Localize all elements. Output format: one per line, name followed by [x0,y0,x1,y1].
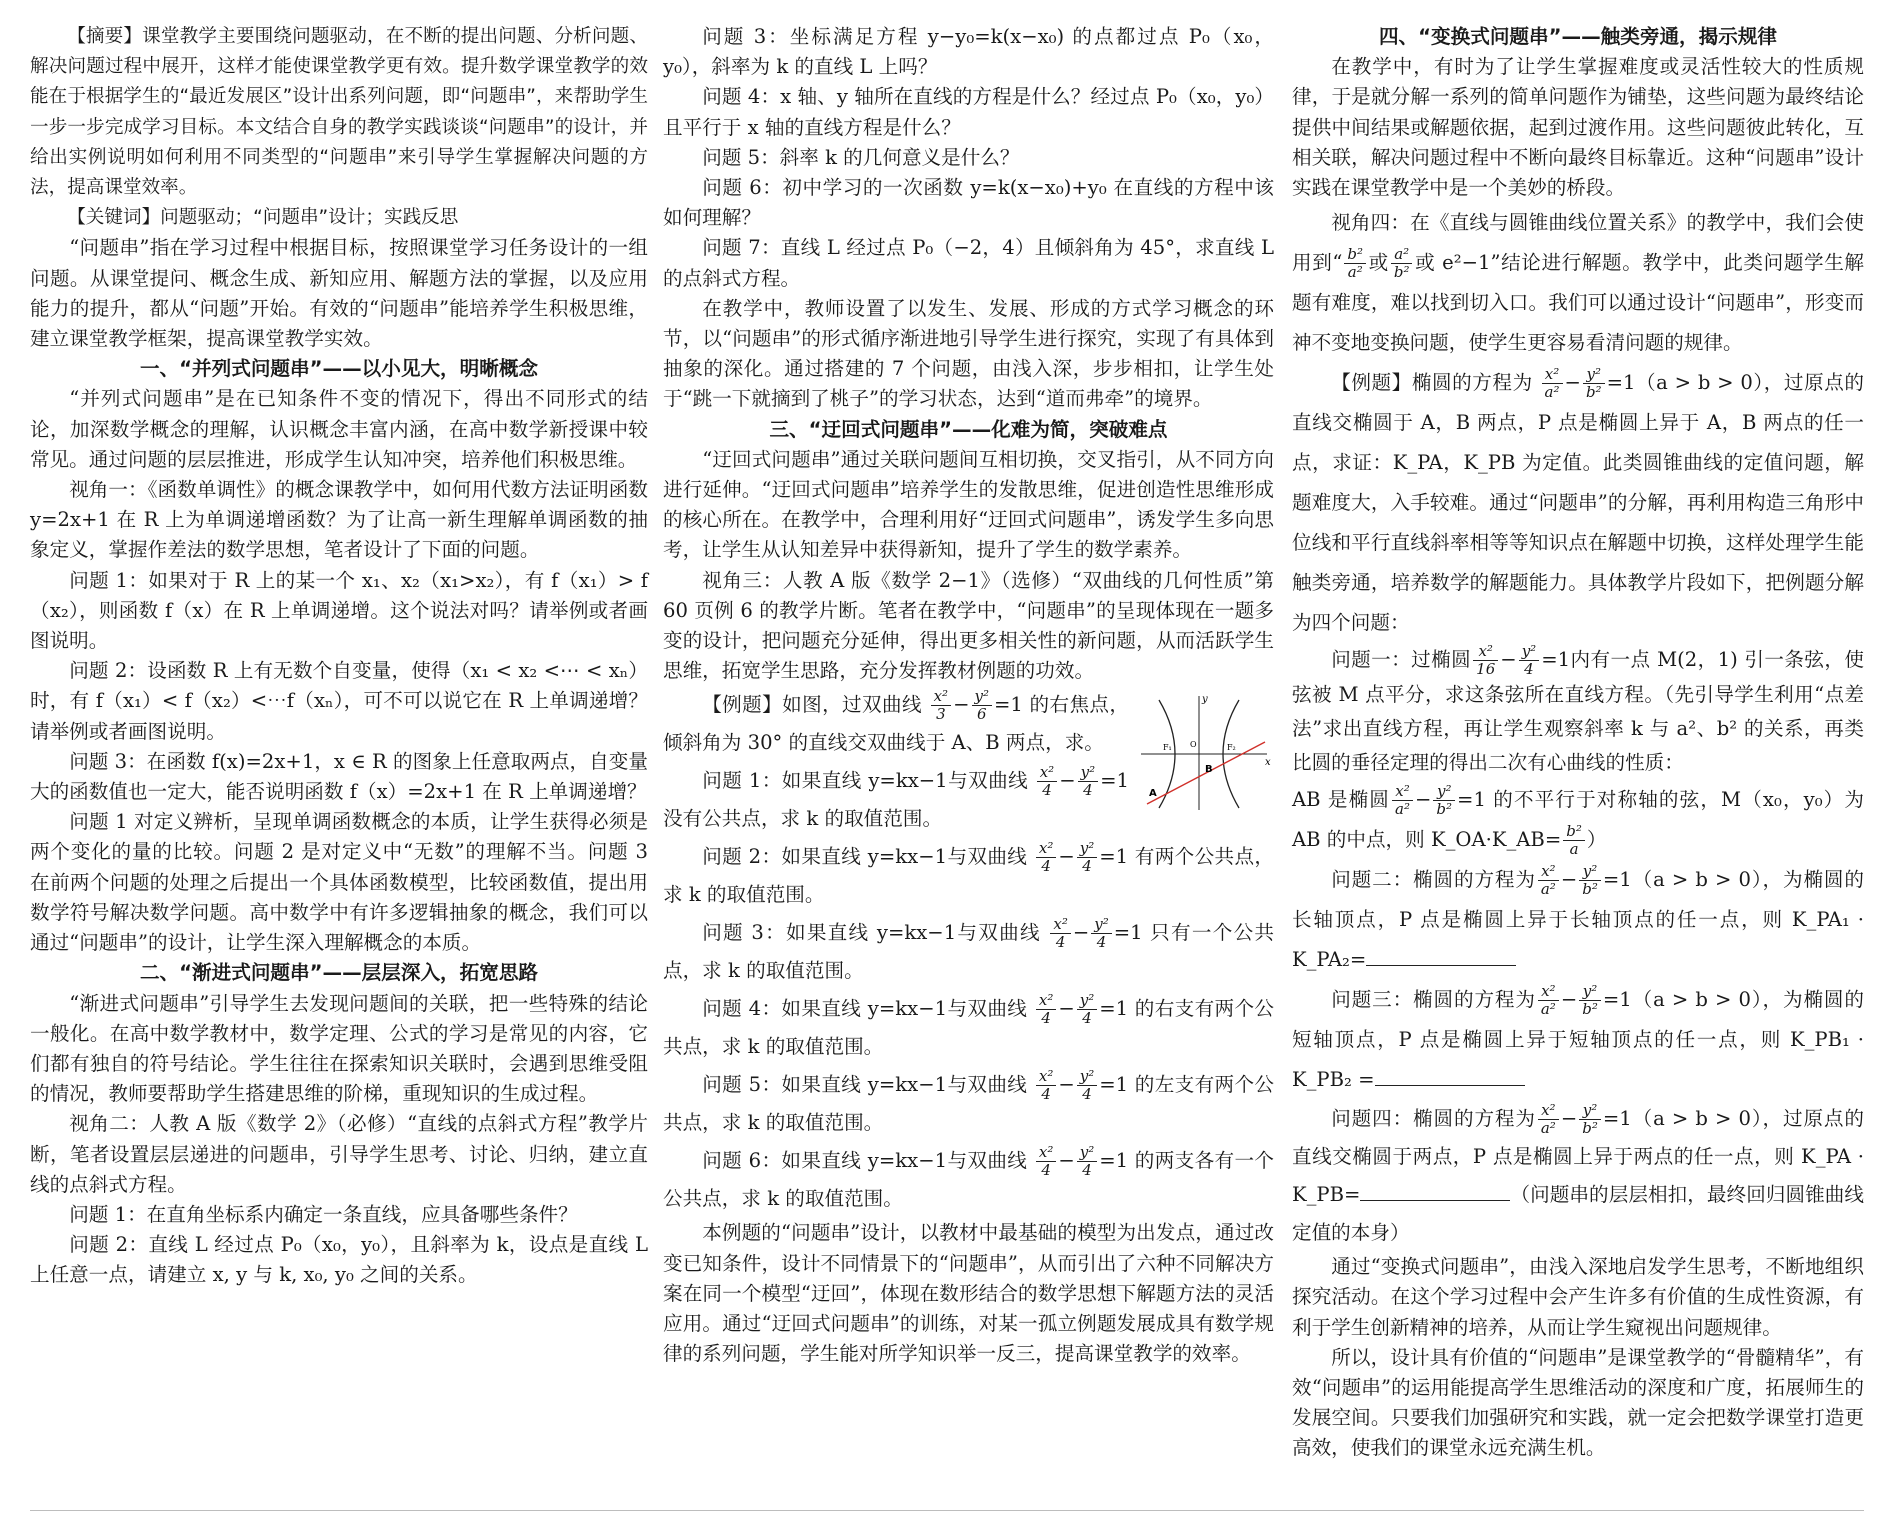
question-6: 问题 6：初中学习的一次函数 y=k(x−x₀)+y₀ 在直线的方程中该如何理解？ [663,176,1274,230]
question-1: 问题 1：如果对于 R 上的某一个 x₁、x₂（x₁>x₂），有 f（x₁）> f（x₂），则函数 f（x）在 R 上单调递增。这个说法对吗？请举例或者画图说明。 [30,568,648,653]
bottom-divider [30,1510,1864,1511]
example-paragraph: 【例题】椭圆的方程为 $\frac{\text{x²}}{\text{a²}}$ − $\frac{\text{y²}}{\text{b²}}$ =1（a > b > 0），过原点的直线交椭圆于 A，B 两点，P 点是椭圆上异于 A，B 两点的任一点，求证：K_PA，K_PB 为定值。此类圆锥曲线的定值问题，解题难度大，入手较难。通过“问题串”的分解，再利用构造三角形中位线和平行直线斜率相等等知识点在解题中切换，这样处理学生能触类旁通，培养数学的解题能力。具体教学片段如下，把例题分解为四个问题： [1292,365,1864,635]
abstract-tag: 【摘要】 [67,26,143,47]
hyperbola-question-1: 问题 1：如果直线 y=kx−1与双曲线 $\frac{\text{x²}}{4}$ − $\frac{\text{y²}}{4}$ =1 没有公共点，求 k 的取值范围。 [663,763,1130,831]
keywords-text: 问题驱动；“问题串”设计；实践反思 [160,207,459,229]
question-3: 问题 3：在函数 f(x)=2x+1，x ∈ R 的图象上任意取两点，自变量大的函数值也一定大，能否说明函数 f（x）=2x+1 在 R 上单调递增？ [30,749,648,804]
paragraph: “渐进式问题串”引导学生去发现问题间的关联，把一些特殊的结论一般化。在高中数学教材中，数学定理、公式的学习是常见的内容，它们都有独自的符号结论。学生往往在探索知识关联时，会遇到思维受阻的情况，教师要帮助学生搭建思维的阶梯，重现知识的生成过程。 [30,991,648,1106]
hyperbola-question-6: 问题 6：如果直线 y=kx−1与双曲线 $\frac{\text{x²}}{4}$ − $\frac{\text{y²}}{4}$ =1 的两支各有一个公共点，求 k 的取值范围。 [663,1143,1275,1211]
section-4-title: 四、“变换式问题串”——触类旁通，揭示规律 [1378,25,1778,48]
answer-blank [1366,947,1516,966]
question-1: 问题 1：在直角坐标系内确定一条直线，应具备哪些条件？ [69,1202,578,1226]
paragraph: 视角二：人教 A 版《数学 2》（必修）“直线的点斜式方程”教学片断，笔者设置层层递进的问题串，引导学生思考、讨论、归纳，建立直线的点斜式方程。 [30,1112,648,1196]
problem-four: 问题四：椭圆的方程为 $\frac{\text{x²}}{\text{a²}}$ − $\frac{\text{y²}}{\text{b²}}$ =1（a > b > 0），过原点的直线交椭圆于两点，P 点是椭圆上异于两点的任一点，则 K_PA · K_PB= （问题串的层层相扣，最终回归圆锥曲线定值的本身） [1292,1101,1864,1245]
problem-three: 问题三：椭圆的方程为 $\frac{\text{x²}}{\text{a²}}$ − $\frac{\text{y²}}{\text{b²}}$ =1（a > b > 0），为椭圆的短轴顶点，P 点是椭圆上异于短轴顶点的任一点，则 K_PB₁ · K_PB₂ = [1292,982,1864,1092]
origin-label: O [1190,740,1197,750]
column-2 [663,22,1274,1369]
hyperbola-question-4: 问题 4：如果直线 y=kx−1与双曲线 $\frac{\text{x²}}{4}$ − $\frac{\text{y²}}{4}$ =1 的右支有两个公共点，求 k 的取值范围。 [663,991,1275,1059]
answer-blank [1360,1182,1510,1201]
focus-f2-label: F₂ [1227,743,1236,753]
focus-f1-label: F₁ [1163,743,1172,753]
problem-one-continued: AB 是椭圆 $\frac{\text{x²}}{\text{a²}}$ − $\frac{\text{y²}}{\text{b²}}$ =1 的不平行于对称轴的弦，M（x₀，y₀）为 AB 的中点，则 K_OA·K_AB= $\frac{\text{b²}}{a}$ ） [1292,782,1864,859]
question-5: 问题 5：斜率 k 的几何意义是什么？ [702,145,1020,169]
fraction: $\frac{\text{x²}}{3}$ [931,688,951,723]
intro-paragraph: “问题串”指在学习过程中根据目标，按照课堂学习任务设计的一组问题。从课堂提问、概念生成、新知应用、解题方法的掌握，以及应用能力的提升，都从“问题”开始。有效的“问题串”能培养学生积极思维，建立课堂教学框架，提高课堂教学实效。 [30,236,648,351]
question-2: 问题 2：直线 L 经过点 P₀（x₀，y₀），且斜率为 k，设点是直线 L 上任意一点，请建立 x, y 与 k, x₀, y₀ 之间的关系。 [30,1233,648,1287]
paragraph: 通过“变换式问题串”，由浅入深地启发学生思考，不断地组织探究活动。在这个学习过程中会产生许多有价值的生成性资源，有利于学生创新精神的培养，从而让学生窥视出问题规律。 [1292,1255,1864,1339]
example-paragraph: y x O F₁ F₂ A B 【例题】如图，过双曲线 $\frac{\text{x²}}{3}$ − $\frac{\text{y²}}{6}$ =1 的右焦点，倾斜角为 30° 的直线交双曲线于 A、B 两点，求。 [663,686,1274,762]
question-7: 问题 7：直线 L 经过点 P₀（−2，4）且倾斜角为 45°，求直线 L 的点斜式方程。 [663,236,1274,290]
hyperbola-question-5: 问题 5：如果直线 y=kx−1与双曲线 $\frac{\text{x²}}{4}$ − $\frac{\text{y²}}{4}$ =1 的左支有两个公共点，求 k 的取值范围。 [663,1067,1275,1135]
question-2: 问题 2：设函数 R 上有无数个自变量，使得（x₁ < x₂ <⋯ < xₙ）时，有 f（x₁）< f（x₂）<⋯f（xₙ），可不可以说它在 R 上单调递增？请举例或者画图说明。 [30,659,648,743]
paragraph: 本例题的“问题串”设计，以教材中最基础的模型为出发点，通过改变已知条件，设计不同情景下的“问题串”，从而引出了六种不同解决方案在同一个模型“迂回”，体现在数形结合的数学思想下解题方法的灵活应用。通过“迂回式问题串”的训练，对某一孤立例题发展成具有数学规律的系列问题，学生能对所学知识举一反三，提高课堂教学的效率。 [663,1221,1274,1366]
example-tag: 【例题】 [1331,371,1412,395]
example-text: 如图，过双曲线 [782,693,922,717]
hyperbola-figure [1139,692,1274,812]
problem-two: 问题二：椭圆的方程为 $\frac{\text{x²}}{\text{a²}}$ − $\frac{\text{y²}}{\text{b²}}$ =1（a > b > 0），为椭圆的长轴顶点，P 点是椭圆上异于长轴顶点的任一点，则 K_PA₁ · K_PA₂= [1292,862,1864,972]
example-tag: 【例题】 [702,693,783,717]
paragraph: “迂回式问题串”通过关联问题间互相切换，交叉指引，从不同方向进行延伸。“迂回式问题串”培养学生的发散思维，促进创造性思维形成的核心所在。在教学中，合理利用好“迂回式问题串”，诱发学生多向思考，让学生从认知差异中获得新知，提升了学生的数学素养。 [663,447,1274,562]
hyperbola-question-2: 问题 2：如果直线 y=kx−1与双曲线 $\frac{\text{x²}}{4}$ − $\frac{\text{y²}}{4}$ =1 有两个公共点，求 k 的取值范围。 [663,839,1275,907]
section-3-title: 三、“迂回式问题串”——化难为简，突破难点 [769,417,1168,441]
example-text: =1 的右焦点，倾斜角为 30° 的直线交双曲线于 A、B 两点，求。 [663,693,1130,755]
y-axis-label: y [1202,694,1208,706]
fraction: $\frac{\text{y²}}{6}$ [972,688,993,723]
x-axis-label: x [1265,757,1271,769]
point-b-label: B [1205,764,1213,776]
paragraph: 在教学中，教师设置了以发生、发展、形成的方式学习概念的环节，以“问题串”的形式循序渐进地引导学生进行探究，实现了有具体到抽象的深化。通过搭建的 7 个问题，由浅入深，步步相扣，让学生处于“跳一下就摘到了桃子”的学习状态，达到“道而弗牵”的境界。 [663,296,1274,411]
section-1-title: 一、“并列式问题串”——以小见大，明晰概念 [139,357,539,381]
paragraph: “并列式问题串”是在已知条件不变的情况下，得出不同形式的结论，加深数学概念的理解，认识概念丰富内涵，在高中数学新授课中较常见。通过问题的层层推进，形成学生认知冲突，培养他们积极思维。 [30,387,648,471]
abstract-text: 课堂教学主要围绕问题驱动，在不断的提出问题、分析问题、解决问题过程中展开，这样才能使课堂教学更有效。提升数学课堂教学的效能在于根据学生的“最近发展区”设计出系列问题，即“问题串”，来帮助学生一步一步完成学习目标。本文结合自身的教学实践谈谈“问题串”的设计，并给出实例说明如何利用不同类型的“问题串”来引导学生掌握解决问题的方法，提高课堂效率。 [30,26,648,199]
question-3: 问题 3：坐标满足方程 y−y₀=k(x−x₀) 的点都过点 P₀（x₀，y₀），斜率为 k 的直线 L 上吗？ [663,25,1274,79]
column-1 [30,22,648,1291]
paragraph: 视角一：《函数单调性》的概念课教学中，如何用代数方法证明函数 y=2x+1 在 R 上为单调递增函数？为了让高一新生理解单调函数的抽象定义，掌握作差法的数学思想，笔者设计了下面的问题。 [30,478,648,562]
answer-blank [1375,1067,1525,1086]
paragraph: 问题 1 对定义辨析，呈现单调函数概念的本质，让学生获得必须是两个变化的量的比较。问题 2 是对定义中“无数”的理解不当。问题 3 在前两个问题的处理之后提出一个具体函数模型，比较函数值，提出用数学符号解决数学问题。高中数学中有许多逻辑抽象的概念，我们可以通过“问题串”的设计，让学生深入理解概念的本质。 [30,810,648,955]
paragraph: 所以，设计具有价值的“问题串”是课堂教学的“骨髓精华”，有效“问题串”的运用能提高学生思维活动的深度和广度，拓展师生的发展空间。只要我们加强研究和实践，就一定会把数学课堂打造更高效，使我们的课堂永远充满生机。 [1292,1345,1864,1460]
paragraph: 在教学中，有时为了让学生掌握难度或灵活性较大的性质规律，于是就分解一系列的简单问题作为铺垫，这些问题为最终结论提供中间结果或解题依据，起到过渡作用。这些问题彼此转化，互相关联，解决问题过程中不断向最终目标靠近。这种“问题串”设计实践在课堂教学中是一个美妙的桥段。 [1292,55,1864,200]
keywords-tag: 【关键词】 [67,207,161,229]
keywords [30,203,648,233]
column-3 [1292,22,1864,1464]
question-4: 问题 4：x 轴、y 轴所在直线的方程是什么？经过点 P₀（x₀，y₀）且平行于 x 轴的直线方程是什么？ [663,85,1274,139]
hyperbola-question-3: 问题 3：如果直线 y=kx−1与双曲线 $\frac{\text{x²}}{4}$ − $\frac{\text{y²}}{4}$ =1 只有一个公共点，求 k 的取值范围。 [663,915,1275,983]
paragraph: 视角四：在《直线与圆锥曲线位置关系》的教学中，我们会使用到“ $\frac{\text{b²}}{\text{a²}}$ 或 $\frac{\text{a²}}{\text{b²}}$ 或 e²−1”结论进行解题。教学中，此类问题学生解题有难度，难以找到切入口。我们可以通过设计“问题串”，形变而神不变地变换问题，使学生更容易看清问题的规律。 [1292,211,1864,355]
problem-one: 问题一：过椭圆 $\frac{\text{x²}}{16}$ − $\frac{\text{y²}}{4}$ =1内有一点 M(2，1) 引一条弦，使弦被 M 点平分，求这条弦所在直线方程。（先引导学生利用“点差法”求出直线方程，再让学生观察斜率 k 与 a²、b² 的关系，再类比圆的垂径定理的得出二次有心曲线的性质： [1292,642,1864,775]
section-2-title: 二、“渐进式问题串”——层层深入，拓宽思路 [139,961,539,985]
abstract [30,22,648,203]
paragraph: 视角三：人教 A 版《数学 2−1》（选修）“双曲线的几何性质”第 60 页例 6 的教学片断。笔者在教学中，“问题串”的呈现体现在一题多变的设计，把问题充分延伸，得出更多相关性的新问题，从而活跃学生思维，拓宽学生思路，充分发挥教材例题的功效。 [663,568,1274,683]
point-a-label: A [1149,788,1157,800]
